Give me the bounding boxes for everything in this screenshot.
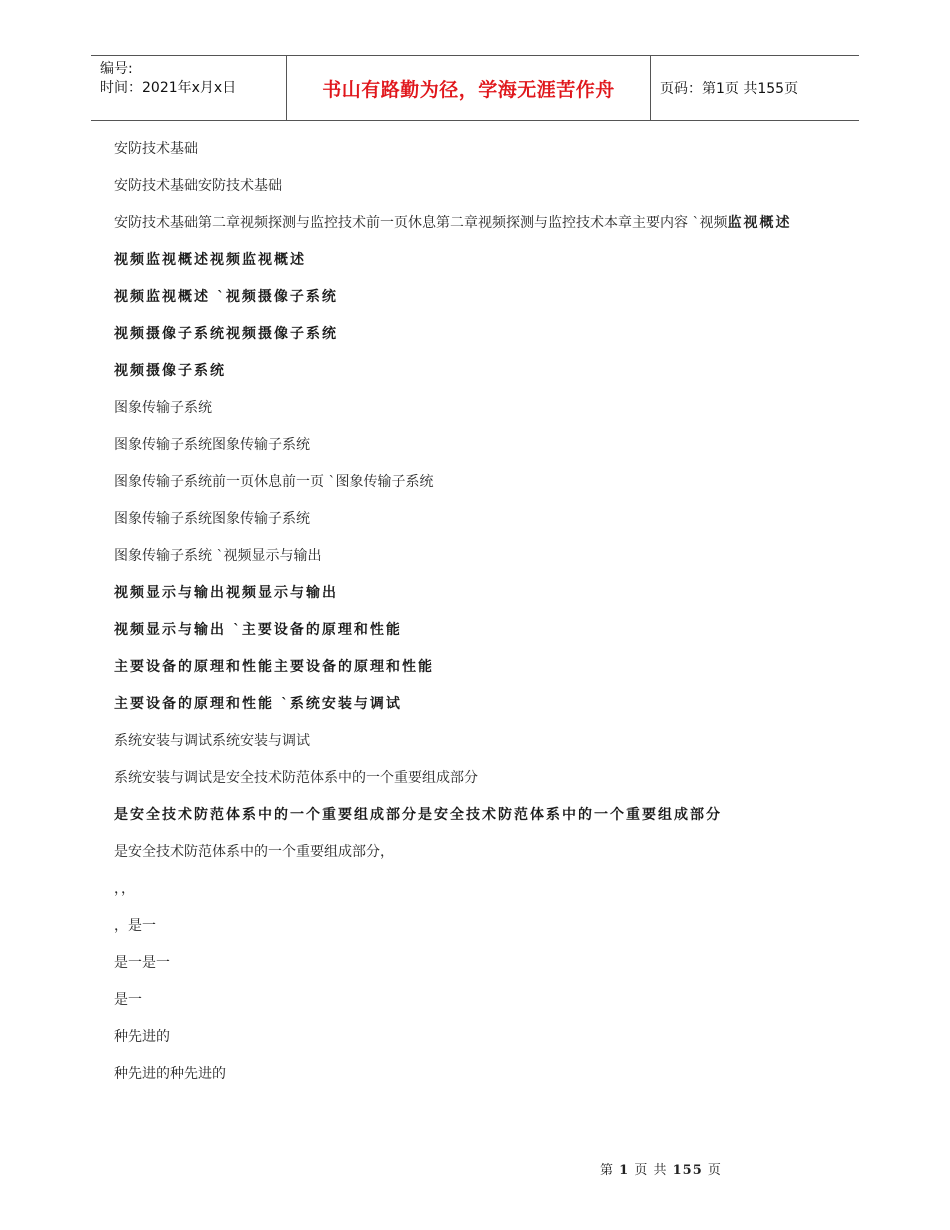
document-header [91, 55, 859, 121]
paragraph [114, 1028, 839, 1047]
footer-middle: 页 共 [634, 1163, 668, 1178]
paragraph-text: 是一 [114, 992, 142, 1008]
page-footer [600, 1159, 722, 1178]
paragraph [114, 214, 839, 233]
paragraph [114, 510, 839, 529]
footer-page-number: 1 [619, 1163, 630, 1178]
paragraph-text: 视频摄像子系统视频摄像子系统 [114, 326, 338, 342]
time-label: 时间：2021年x月x日 [100, 80, 237, 96]
paragraph [114, 991, 839, 1010]
paragraph-text: 视频显示与输出 `主要设备的原理和性能 [114, 622, 402, 638]
paragraph [114, 954, 839, 973]
paragraph-text: 种先进的种先进的 [114, 1066, 226, 1082]
paragraph [114, 473, 839, 492]
paragraph [114, 658, 839, 677]
paragraph-text: 视频摄像子系统 [114, 363, 226, 379]
paragraph [114, 769, 839, 788]
paragraph-text: 视频显示与输出视频显示与输出 [114, 585, 338, 601]
paragraph-text: 安防技术基础安防技术基础 [114, 178, 282, 194]
header-motto: 书山有路勤为径，学海无涯苦作舟 [286, 56, 651, 120]
paragraph-text: 是一是一 [114, 955, 170, 971]
number-label: 编号: [100, 61, 133, 77]
paragraph-text: 是安全技术防范体系中的一个重要组成部分， [114, 844, 394, 860]
paragraph [114, 547, 839, 566]
header-meta [91, 56, 286, 120]
paragraph [114, 806, 839, 825]
paragraph-text: 系统安装与调试系统安装与调试 [114, 733, 310, 749]
paragraph [114, 436, 839, 455]
paragraph-text: 安防技术基础第二章视频探测与监控技术前一页休息第二章视频探测与监控技术本章主要内容 `视频 [114, 215, 728, 231]
paragraph-text: 视频监视概述视频监视概述 [114, 252, 306, 268]
paragraph [114, 325, 839, 344]
paragraph-text: ，是一 [114, 918, 156, 934]
paragraph-text: 是安全技术防范体系中的一个重要组成部分是安全技术防范体系中的一个重要组成部分 [114, 807, 722, 823]
paragraph [114, 843, 839, 862]
paragraph-text: ，， [114, 881, 135, 897]
paragraph [114, 251, 839, 270]
paragraph-text: 图象传输子系统前一页休息前一页 `图象传输子系统 [114, 474, 434, 490]
paragraph [114, 177, 839, 196]
paragraph-text: 图象传输子系统图象传输子系统 [114, 511, 310, 527]
paragraph [114, 880, 839, 899]
paragraph-text: 图象传输子系统 [114, 400, 212, 416]
paragraph [114, 288, 839, 307]
footer-suffix: 页 [707, 1163, 722, 1178]
footer-prefix: 第 [600, 1163, 615, 1178]
paragraph [114, 362, 839, 381]
paragraph [114, 621, 839, 640]
paragraph-text: 视频监视概述 `视频摄像子系统 [114, 289, 338, 305]
paragraph-text: 主要设备的原理和性能 `系统安装与调试 [114, 696, 402, 712]
header-page-label: 页码：第1页 共155页 [660, 81, 799, 97]
paragraph [114, 695, 839, 714]
document-body [114, 140, 839, 1102]
paragraph-text: 种先进的 [114, 1029, 170, 1045]
paragraph-text: 图象传输子系统图象传输子系统 [114, 437, 310, 453]
paragraph [114, 584, 839, 603]
paragraph-text: 图象传输子系统 `视频显示与输出 [114, 548, 322, 564]
paragraph-text: 安防技术基础 [114, 141, 198, 157]
paragraph [114, 140, 839, 159]
paragraph [114, 1065, 839, 1084]
paragraph-text: 主要设备的原理和性能主要设备的原理和性能 [114, 659, 434, 675]
paragraph [114, 399, 839, 418]
paragraph-bold-tail: 监视概述 [727, 215, 792, 231]
paragraph-text: 系统安装与调试是安全技术防范体系中的一个重要组成部分 [114, 770, 478, 786]
paragraph [114, 917, 839, 936]
footer-total-pages: 155 [672, 1163, 703, 1178]
paragraph [114, 732, 839, 751]
